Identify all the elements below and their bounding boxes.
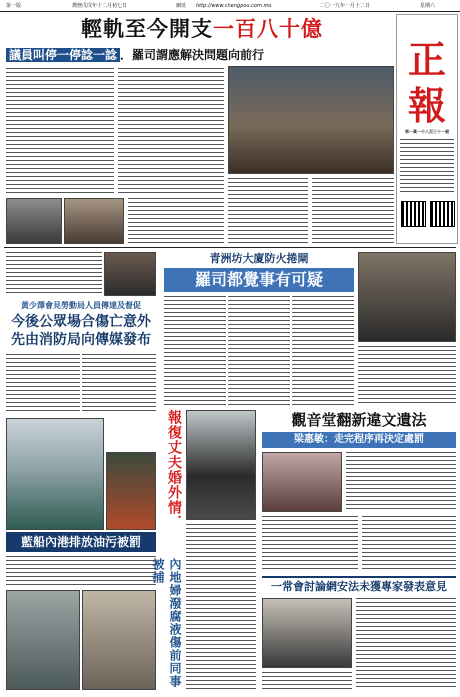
lead-subhead-band: 議員叫停一停諗一諗 — [6, 48, 120, 62]
culture-photo-official — [262, 452, 342, 512]
lead-photo-meeting — [228, 66, 394, 174]
boat-photo-2 — [106, 452, 156, 530]
forum-headline: 一常會討論網安法未獲專家發表意見 — [262, 576, 456, 594]
fire-text-col-4 — [358, 346, 456, 404]
boat-photo-1 — [6, 418, 104, 530]
masthead-char-2: 報 — [407, 83, 446, 128]
qr-code-icon[interactable] — [401, 201, 426, 227]
fire-text-col-2 — [228, 296, 290, 406]
safety-text-col-2 — [82, 354, 156, 414]
boats-headline: 藍船內港排放油污被罰 — [6, 532, 156, 552]
lead-headline — [32, 14, 372, 44]
revenge-headline-blue: 內地婦潑腐液傷前同事被捕 — [151, 558, 182, 688]
url-label: 網址 — [176, 3, 187, 9]
lead-headline-prefix: 輕軌至今開支 — [81, 16, 213, 41]
lead-headline-highlight: 一百八十億 — [213, 16, 323, 41]
edition-number: 第一萬一千八百三十一號 — [405, 129, 449, 134]
section-divider — [4, 247, 456, 248]
safety-headline-1: 今後公眾場合傷亡意外 — [11, 314, 151, 330]
culture-text-col-3 — [362, 516, 456, 570]
masthead — [396, 14, 458, 244]
qr-codes — [397, 199, 457, 229]
website-url[interactable]: http://www.chengpou.com.mo — [196, 3, 272, 9]
fire-text-col-1 — [164, 296, 226, 406]
masthead-contact-block — [400, 139, 454, 195]
forum-photo-speaker — [262, 598, 352, 668]
safety-kicker: 黃少澤會見勞動局人員傳達及督促 — [21, 301, 141, 310]
masthead-note-top — [397, 19, 457, 37]
lunar-date: 農曆戊戌年十二月初七日 — [72, 3, 128, 9]
lead-subheadline — [6, 45, 398, 65]
forum-text-col-2 — [262, 672, 352, 690]
fire-text-col-3 — [292, 296, 354, 406]
fire-kicker: 青洲坊大廈防火捲閘 — [209, 252, 309, 265]
boats-text — [6, 556, 156, 586]
safety-headline-2: 先由消防局向傳媒發布 — [11, 332, 151, 348]
weekday: 星期六 — [420, 3, 436, 9]
revenge-photo-arrest — [186, 410, 256, 520]
lead-text-col-5 — [128, 198, 224, 244]
masthead-char-1: 正 — [407, 37, 446, 82]
fire-headline: 羅司都覺事有可疑 — [164, 268, 354, 292]
culture-headline: 觀音堂翻新違文遺法 — [291, 411, 427, 429]
lead-text-col-4 — [312, 178, 394, 244]
issue-date: 二〇一九年一月十二日 — [320, 3, 371, 9]
culture-text-col-1 — [346, 452, 456, 512]
safety-text-intro — [6, 252, 102, 296]
page-number: 第一版 — [6, 3, 22, 9]
boat-photo-4 — [82, 590, 156, 690]
safety-photo — [104, 252, 156, 296]
lead-text-col-1 — [6, 68, 114, 194]
lead-photo-speaker-1 — [6, 198, 62, 244]
revenge-text-col-1 — [186, 524, 256, 690]
culture-subheadline: 梁惠敏：走完程序再決定處罰 — [262, 432, 456, 448]
forum-text-col-1 — [356, 598, 456, 690]
lead-text-col-3 — [228, 178, 308, 244]
boat-photo-3 — [6, 590, 80, 690]
page-info-bar — [0, 0, 460, 12]
safety-text-col-1 — [6, 354, 80, 414]
qr-code-icon[interactable] — [430, 201, 455, 227]
lead-subhead-rest: ．羅司謂應解決問題向前行 — [120, 48, 265, 62]
fire-photo-officials — [358, 252, 456, 342]
culture-text-col-2 — [262, 516, 358, 570]
lead-text-col-2 — [118, 68, 224, 194]
revenge-headline-red: 報復丈夫婚外情． — [166, 410, 182, 530]
lead-photo-speaker-2 — [64, 198, 124, 244]
